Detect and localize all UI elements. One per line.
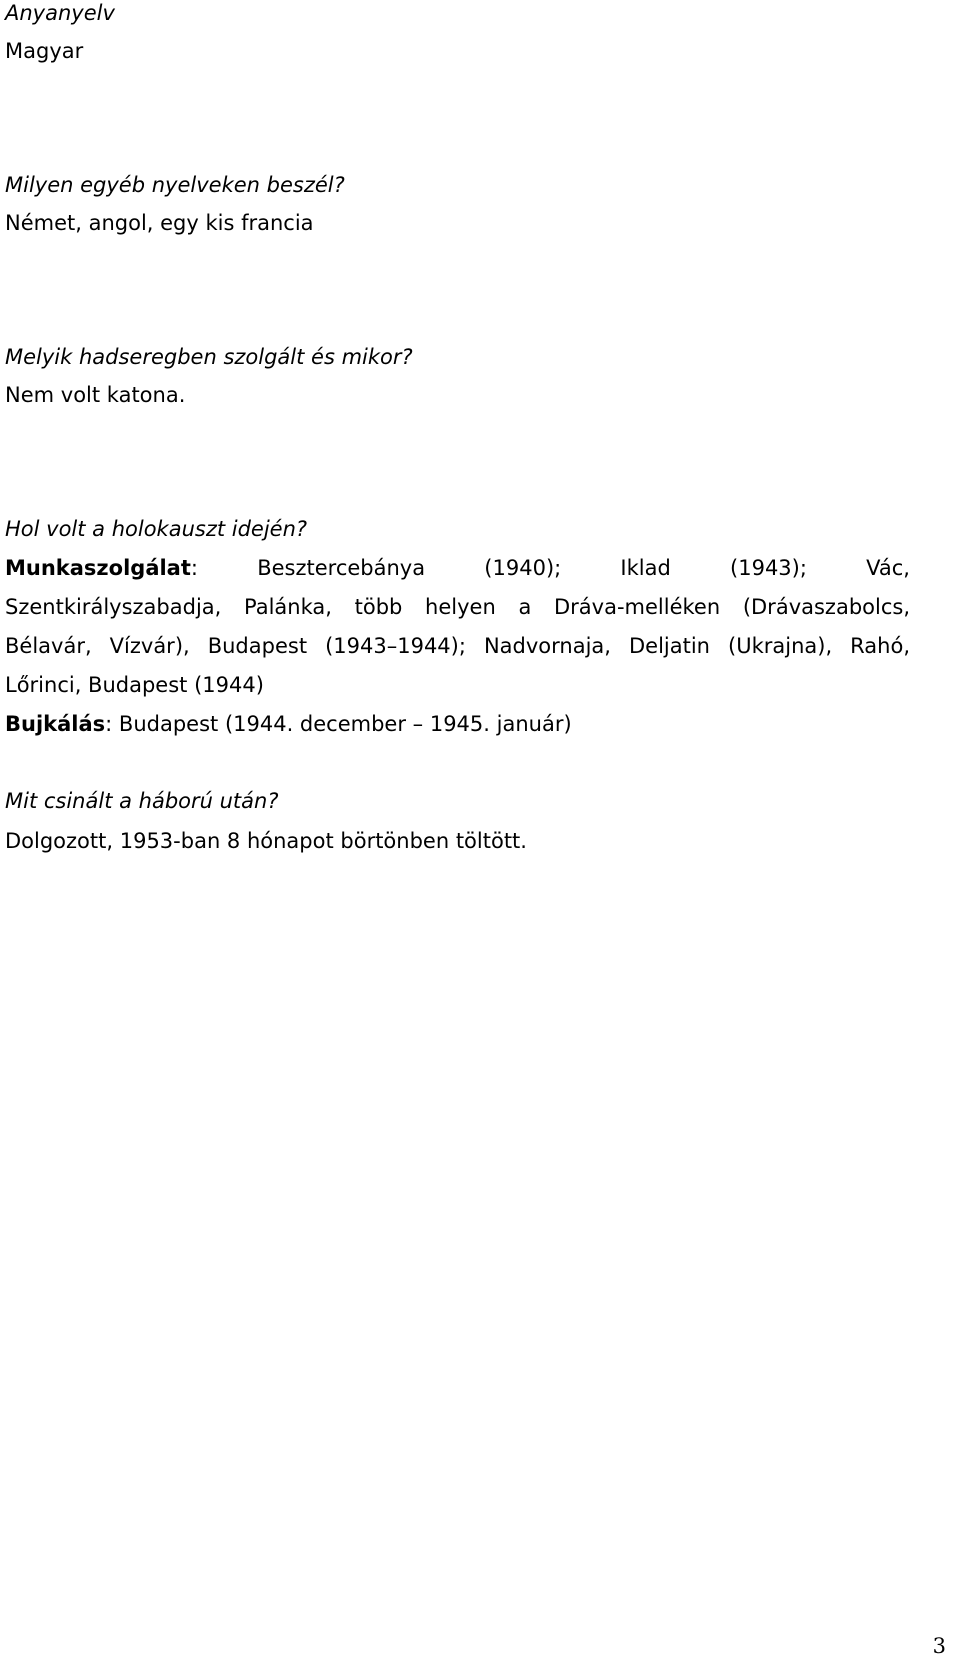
question-native-language: Anyanyelv bbox=[5, 1, 115, 25]
service-text-1: : Besztercebánya (1940); Iklad (1943); Vác, bbox=[190, 556, 910, 580]
service-line-1 bbox=[5, 555, 910, 581]
answer-after-war: Dolgozott, 1953-ban 8 hónapot börtönben töltött. bbox=[5, 829, 527, 853]
question-military-service: Melyik hadseregben szolgált és mikor? bbox=[5, 345, 413, 369]
answer-native-language: Magyar bbox=[5, 39, 84, 63]
question-after-war: Mit csinált a háború után? bbox=[5, 789, 279, 813]
service-line-3: Bélavár, Vízvár), Budapest (1943–1944); Nadvornaja, Deljatin (Ukrajna), Rahó, bbox=[5, 634, 910, 658]
answer-military-service: Nem volt katona. bbox=[5, 383, 186, 407]
service-line-2: Szentkirályszabadja, Palánka, több helyen a Dráva-melléken (Drávaszabolcs, bbox=[5, 595, 910, 619]
hiding-line bbox=[5, 711, 572, 737]
service-label: Munkaszolgálat bbox=[5, 556, 191, 580]
question-holocaust: Hol volt a holokauszt idején? bbox=[5, 517, 308, 541]
answer-other-languages: Német, angol, egy kis francia bbox=[5, 211, 314, 235]
hiding-label: Bujkálás bbox=[5, 712, 106, 736]
page-number: 3 bbox=[932, 1634, 946, 1658]
question-other-languages: Milyen egyéb nyelveken beszél? bbox=[5, 173, 345, 197]
service-line-4: Lőrinci, Budapest (1944) bbox=[5, 673, 264, 697]
hiding-text: : Budapest (1944. december – 1945. január) bbox=[105, 712, 572, 736]
